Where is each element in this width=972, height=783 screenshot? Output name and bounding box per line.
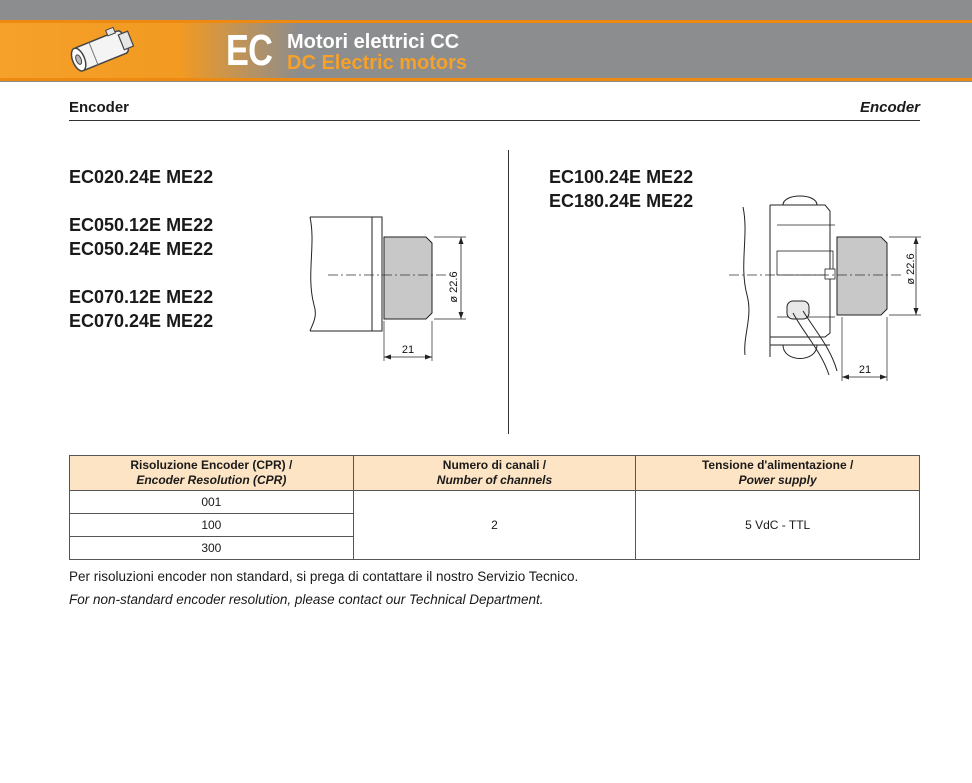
note-en: For non-standard encoder resolution, please contact our Technical Department. — [69, 592, 544, 607]
header-text-en: Power supply — [738, 473, 817, 487]
power-supply-cell: 5 VdC - TTL — [636, 491, 920, 560]
resolution-cell: 300 — [70, 537, 354, 560]
catalog-title-it: Motori elettrici CC — [287, 31, 460, 53]
column-separator — [508, 150, 509, 434]
encoder-spec-table — [69, 455, 920, 560]
diameter-label: ø 22.6 — [448, 271, 460, 303]
catalog-title-en: DC Electric motors — [287, 52, 468, 74]
model-list-right — [549, 165, 693, 213]
motor-icon — [62, 18, 142, 78]
header-channels — [353, 456, 636, 491]
header-bottom-line — [0, 78, 972, 81]
model-name: EC020.24E ME22 — [69, 167, 214, 187]
table-header-row — [70, 456, 920, 491]
length-label: 21 — [858, 364, 872, 376]
model-name: EC100.24E ME22 — [549, 167, 694, 187]
header-text-it: Tensione d'alimentazione / — [701, 458, 854, 472]
model-name: EC180.24E ME22 — [549, 191, 694, 211]
section-title-it: Encoder — [69, 99, 130, 116]
resolution-cell: 100 — [70, 514, 354, 537]
diameter-label: ø 22.6 — [905, 253, 917, 285]
resolution-cell: 001 — [70, 491, 354, 514]
header-power-supply — [636, 456, 920, 491]
header-text-it: Numero di canali / — [442, 458, 547, 472]
catalog-code: EC — [226, 26, 273, 75]
section-divider — [69, 120, 920, 121]
note-it: Per risoluzioni encoder non standard, si prega di contattare il nostro Servizio Tecnico. — [69, 569, 579, 584]
model-name: EC050.12E ME22 — [69, 215, 214, 235]
header-text-en: Number of channels — [436, 473, 553, 487]
model-name: EC070.12E ME22 — [69, 287, 214, 307]
header-resolution — [70, 456, 354, 491]
model-list-left — [69, 165, 213, 333]
length-label: 21 — [401, 344, 415, 356]
header-text-it: Risoluzione Encoder (CPR) / — [130, 458, 293, 472]
encoder-drawing-left — [300, 205, 480, 365]
encoder-drawing-right — [725, 185, 930, 385]
header-text-en: Encoder Resolution (CPR) — [136, 473, 287, 487]
section-title-en: Encoder — [859, 99, 920, 116]
table-row — [70, 491, 920, 514]
channels-cell: 2 — [353, 491, 636, 560]
model-name: EC050.24E ME22 — [69, 239, 214, 259]
model-name: EC070.24E ME22 — [69, 311, 214, 331]
